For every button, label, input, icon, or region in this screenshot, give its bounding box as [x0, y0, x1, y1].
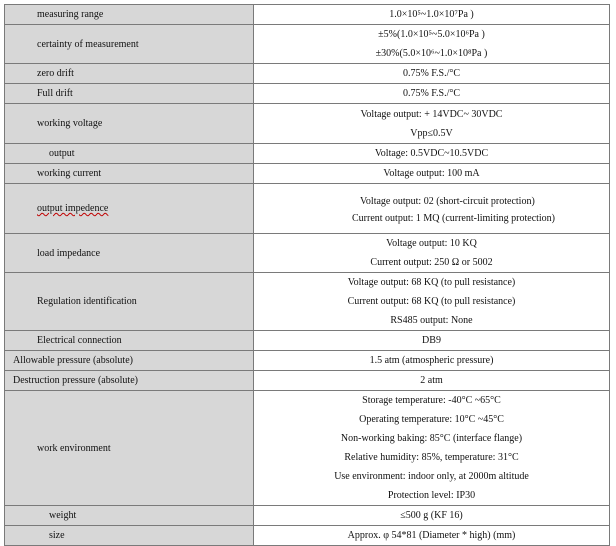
spec-value: 2 atm [254, 371, 610, 391]
spec-value: ±5%(1.0×10⁵~5.0×10⁶Pa ) ±30%(5.0×10⁶~1.0×10⁸Pa ) [254, 25, 610, 64]
spec-label: certainty of measurement [5, 25, 254, 64]
spec-value: Storage temperature: -40°C ~65°C Operating temperature: 10°C ~45°C Non-working baking: 85°C (interface flange) Relative humidity: 85%, temperature: 31°C Use environment: indoor only, at 2000m altitude Protection level: IP30 [254, 391, 610, 506]
spec-label: Regulation identification [5, 273, 254, 331]
table-row [5, 506, 610, 526]
spec-value: DB9 [254, 331, 610, 351]
table-row [5, 64, 610, 84]
spec-value: Voltage output: 02 (short-circuit protection) Current output: 1 MQ (current-limiting protection) [254, 184, 610, 234]
table-row [5, 331, 610, 351]
table-row [5, 5, 610, 25]
table-row [5, 273, 610, 331]
spec-label: Electrical connection [5, 331, 254, 351]
spec-value: Approx. φ 54*81 (Diameter * high) (mm) [254, 526, 610, 546]
spec-label: work environment [5, 391, 254, 506]
spec-label: output impedence [5, 184, 254, 234]
spec-label: weight [5, 506, 254, 526]
spec-value: Voltage: 0.5VDC~10.5VDC [254, 144, 610, 164]
spec-value: ≤500 g (KF 16) [254, 506, 610, 526]
spec-label: working voltage [5, 104, 254, 144]
spec-label: Destruction pressure (absolute) [5, 371, 254, 391]
table-row [5, 234, 610, 273]
specifications-table [4, 4, 610, 546]
table-row [5, 184, 610, 234]
table-row [5, 164, 610, 184]
spec-value: 1.0×10⁵~1.0×10⁷Pa ) [254, 5, 610, 25]
spec-value: 1.5 atm (atmospheric pressure) [254, 351, 610, 371]
spec-value: Voltage output: 100 mA [254, 164, 610, 184]
spec-value: Voltage output: 68 KQ (to pull resistance) Current output: 68 KQ (to pull resistance) RS485 output: None [254, 273, 610, 331]
spec-label: zero drift [5, 64, 254, 84]
spec-label: Allowable pressure (absolute) [5, 351, 254, 371]
spec-value: 0.75% F.S./°C [254, 84, 610, 104]
table-row [5, 144, 610, 164]
table-row [5, 526, 610, 546]
table-row [5, 25, 610, 64]
spec-value: Voltage output: 10 KQ Current output: 250 Ω or 5002 [254, 234, 610, 273]
spec-label: size [5, 526, 254, 546]
spec-label: working current [5, 164, 254, 184]
spec-label: measuring range [5, 5, 254, 25]
table-row [5, 351, 610, 371]
table-row [5, 84, 610, 104]
table-row [5, 104, 610, 144]
spec-label: output [5, 144, 254, 164]
table-row [5, 391, 610, 506]
spec-label: load impedance [5, 234, 254, 273]
spec-value: Voltage output: + 14VDC~ 30VDC Vpp≤0.5V [254, 104, 610, 144]
spec-label: Full drift [5, 84, 254, 104]
spec-value: 0.75% F.S./°C [254, 64, 610, 84]
table-row [5, 371, 610, 391]
